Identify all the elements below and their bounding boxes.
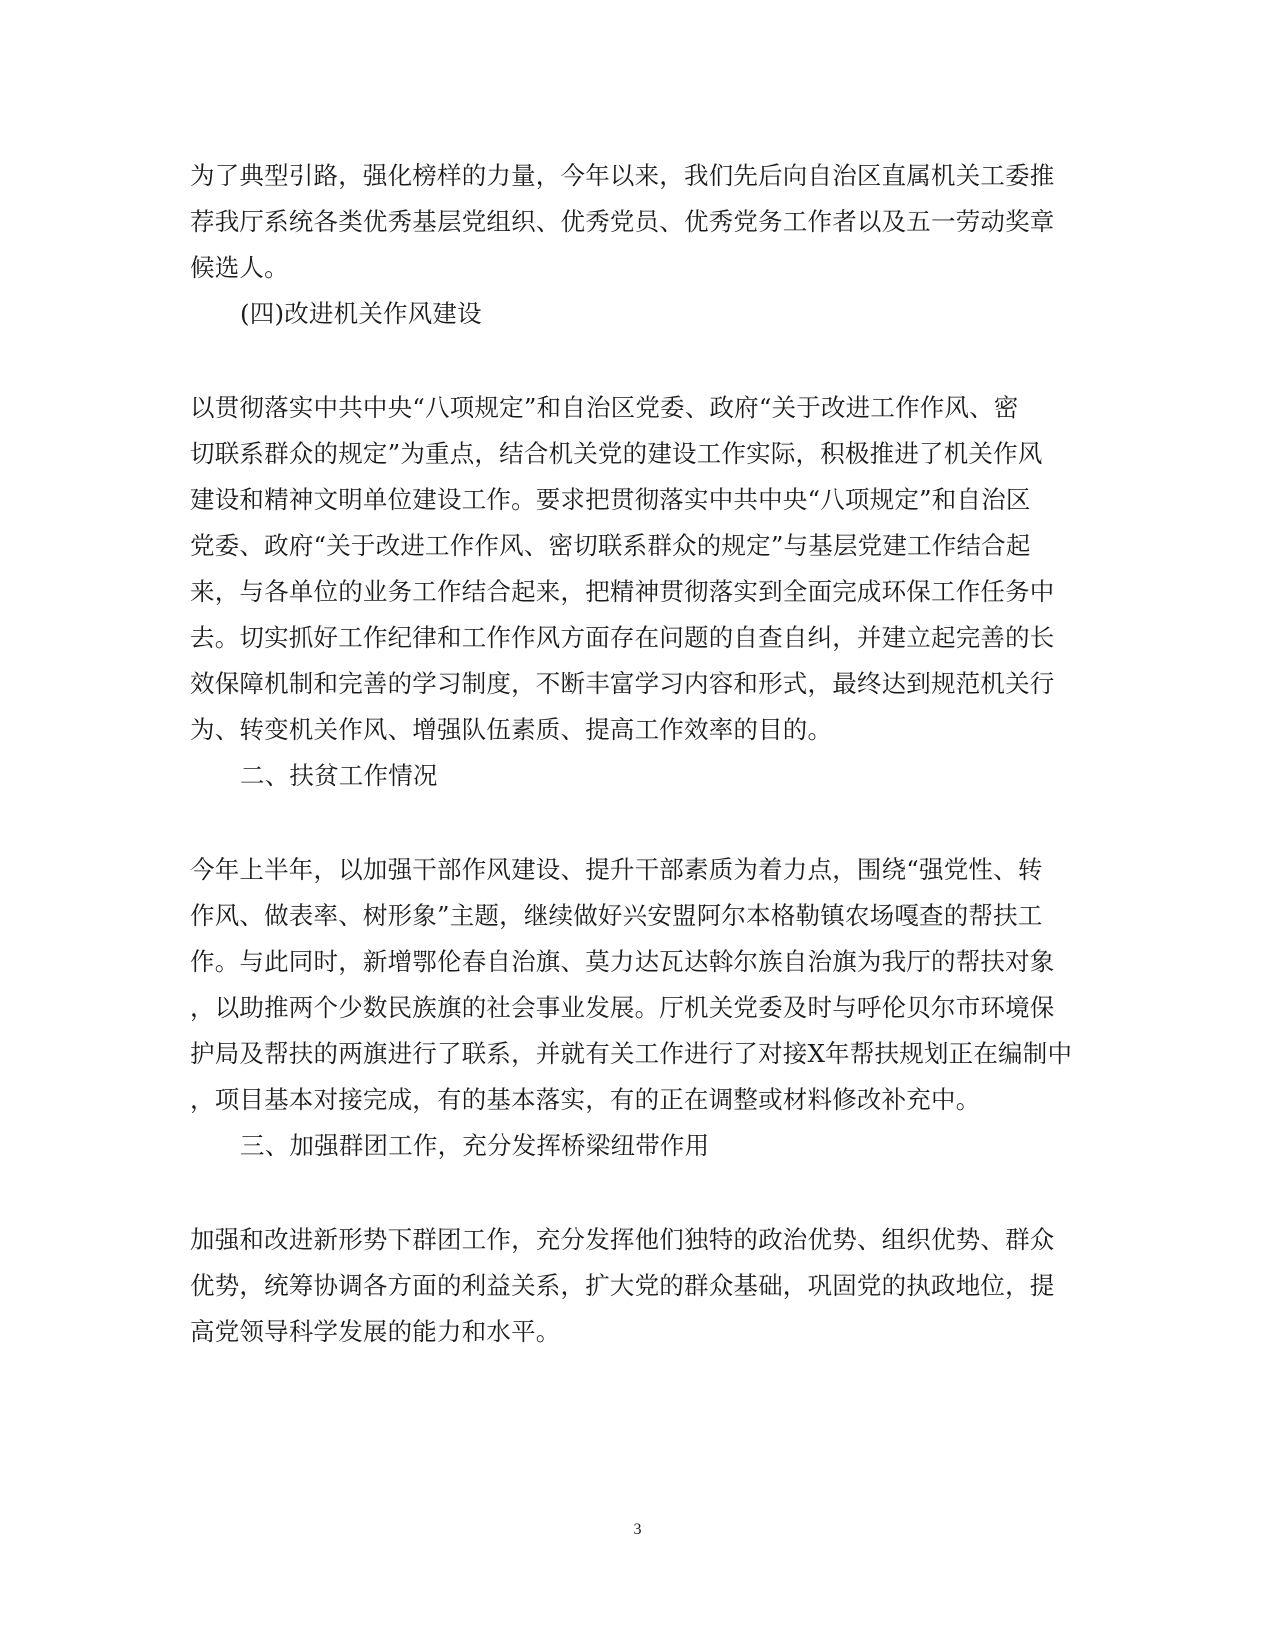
paragraph-4-line-3: 高党领导科学发展的能力和水平。 [190, 1317, 561, 1346]
paragraph-3-line-4: ，以助推两个少数民族旗的社会事业发展。厅机关党委及时与呼伦贝尔市环境保 [190, 993, 1055, 1022]
section-heading-poverty-alleviation: 二、扶贫工作情况 [240, 761, 438, 790]
paragraph-2-line-2: 切联系群众的规定”为重点，结合机关党的建设工作实际，积极推进了机关作风 [190, 439, 1043, 468]
paragraph-2-line-8: 为、转变机关作风、增强队伍素质、提高工作效率的目的。 [190, 715, 833, 744]
paragraph-1-line-2: 荐我厅系统各类优秀基层党组织、优秀党员、优秀党务工作者以及五一劳动奖章 [190, 207, 1055, 236]
paragraph-2-line-7: 效保障机制和完善的学习制度，不断丰富学习内容和形式，最终达到规范机关行 [190, 669, 1055, 698]
paragraph-2-line-4: 党委、政府“关于改进工作作风、密切联系群众的规定”与基层党建工作结合起 [190, 531, 1031, 560]
paragraph-4-line-2: 优势，统筹协调各方面的利益关系，扩大党的群众基础，巩固党的执政地位，提 [190, 1271, 1055, 1300]
paragraph-1-line-3: 候选人。 [190, 253, 289, 282]
paragraph-3-line-5: 护局及帮扶的两旗进行了联系，并就有关工作进行了对接X年帮扶规划正在编制中 [190, 1039, 1073, 1068]
paragraph-3-line-1: 今年上半年，以加强干部作风建设、提升干部素质为着力点，围绕“强党性、转 [190, 855, 1043, 884]
paragraph-3-line-2: 作风、做表率、树形象”主题，继续做好兴安盟阿尔本格勒镇农场嘎查的帮扶工 [190, 901, 1043, 930]
section-heading-improve-work-style: (四)改进机关作风建设 [240, 299, 482, 328]
paragraph-4-line-1: 加强和改进新形势下群团工作，充分发挥他们独特的政治优势、组织优势、群众 [190, 1225, 1055, 1254]
page-number: 3 [633, 1521, 642, 1538]
paragraph-2-line-1: 以贯彻落实中共中央“八项规定”和自治区党委、政府“关于改进工作作风、密 [190, 393, 1019, 422]
paragraph-2-line-5: 来，与各单位的业务工作结合起来，把精神贯彻落实到全面完成环保工作任务中 [190, 577, 1055, 606]
paragraph-3-line-6: ，项目基本对接完成，有的基本落实，有的正在调整或材料修改补充中。 [190, 1085, 981, 1114]
paragraph-1-line-1: 为了典型引路，强化榜样的力量，今年以来，我们先后向自治区直属机关工委推 [190, 161, 1055, 190]
paragraph-2-line-6: 去。切实抓好工作纪律和工作作风方面存在问题的自查自纠，并建立起完善的长 [190, 623, 1055, 652]
paragraph-3-line-3: 作。与此同时，新增鄂伦春自治旗、莫力达瓦达斡尔族自治旗为我厅的帮扶对象 [190, 947, 1055, 976]
section-heading-mass-organizations: 三、加强群团工作，充分发挥桥梁纽带作用 [240, 1131, 710, 1160]
paragraph-2-line-3: 建设和精神文明单位建设工作。要求把贯彻落实中共中央“八项规定”和自治区 [190, 485, 1031, 514]
